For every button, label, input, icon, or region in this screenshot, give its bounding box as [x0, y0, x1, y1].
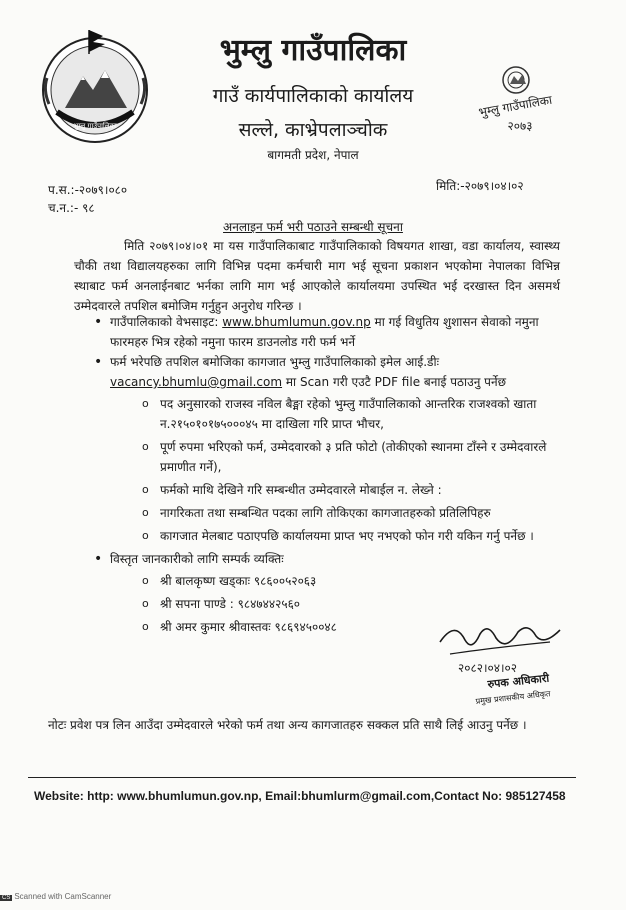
scanner-text: Scanned with CamScanner [14, 892, 112, 901]
letter-date: मिति:-२०७९।०४।०२ [436, 179, 524, 193]
emblem-text: भुम्लु गाउँपालिका [73, 122, 117, 130]
municipality-title: भुम्लु गाउँपालिका [219, 33, 407, 68]
office-address: सल्ले, काभ्रेपलाञ्चोक [238, 119, 388, 141]
camscanner-logo-icon: CS [2, 895, 11, 901]
office-name: गाउँ कार्यपालिकाको कार्यालय [212, 85, 414, 107]
contact-person: o श्री अमर कुमार श्रीवास्तवः ९८६९४५००४८ [142, 617, 564, 637]
document-list [142, 394, 564, 546]
signatory-designation: प्रमुख प्रशासकीय अधिकृत [475, 689, 551, 706]
note-text: नोटः प्रवेश पत्र लिन आउँदा उम्मेदवारले भरेको फर्म तथा अन्य कागजातहरु सक्कल प्रति साथै लिई आउनु पर्नेछ । [48, 718, 527, 732]
footer-divider [28, 777, 576, 778]
signature-date: २०८२।०४।०२ [458, 661, 518, 675]
contact-person: o श्री बालकृष्ण खड्काः ९८६००५२०६३ [142, 571, 564, 591]
list-item: o पूर्ण रुपमा भरिएको फर्म, उम्मेदवारको ३ प्रति फोटो (तोकीएको स्थानमा टाँस्ने र उम्मेदवारले प्रमाणीत गर्ने), [142, 437, 564, 477]
stamp-year: २०७३ [507, 119, 533, 133]
list-item [94, 352, 564, 546]
list-item [94, 312, 564, 352]
letter-number: प.स.:-२०७९।०८० [48, 183, 128, 197]
instruction-list [94, 312, 564, 640]
list-item: o फर्मको माथि देखिने गरि सम्बन्धीत उम्मेदवारले मोबाईल न. लेख्ने : [142, 480, 564, 500]
signature-block [410, 612, 580, 712]
bullet-text: मा गई विधुतिय शुशासन सेवाको नमुना फारमहरु भित्र रहेको नमुना फारम डाउनलोड गरी फर्म भर्ने [110, 315, 539, 349]
contact-person: o श्री सपना पाण्डे : ९८४७४४२५६० [142, 594, 564, 614]
list-item: o कागजात मेलबाट पठाएपछि कार्यालयमा प्राप्त भए नभएको फोन गरी यकिन गर्नु पर्नेछ । [142, 526, 564, 546]
notice-subject: अनलाइन फर्म भरी पठाउने सम्बन्धी सूचना [223, 220, 403, 234]
footer-contact: Website: http: www.bhumlumun.gov.np, Email:bhumlurm@gmail.com,Contact No: 985127458 [34, 789, 566, 803]
website-link[interactable]: www.bhumlumun.gov.np [222, 315, 371, 329]
notice-paragraph [74, 236, 560, 316]
bullet-text: फर्म भरेपछि तपशिल बमोजिका कागजात भुम्लु गाउँपालिकाको इमेल आई.डीः [110, 355, 440, 369]
province-country: बागमती प्रदेश, नेपाल [267, 148, 359, 162]
paragraph-text: मिति २०७९।०४।०१ मा यस गाउँपालिकाबाट गाउँपालिकाको विषयगत शाखा, वडा कार्यालय, स्वास्थ्य चौकी तथा विद्यालयहरुका लागि विभिन्न पदमा कर्मचारी माग भई सूचना प्रकाशन भएकोमा नेपालका विभिन्न स्थाबाट फर्म अनलाईनबाट भर्नका लागि माग भई आएकोले कार्यालयमा उपस्थित भई दरखास्त दिन असमर्थ उम्मेदवारले तपशिल बमोजिम गर्नुहुन अनुरोध गरिन्छ । [74, 239, 560, 313]
bullet-text: गाउँपालिकाको वेभसाइट: [110, 315, 223, 329]
scanner-watermark [0, 892, 111, 901]
stamp-text: भुम्लु गाउँपालिका [477, 92, 554, 120]
office-stamp-icon [476, 58, 556, 138]
email-link[interactable]: vacancy.bhumlu@gmail.com [110, 375, 283, 389]
signatory-name: रुपक अधिकारी [486, 671, 550, 691]
list-item: o पद अनुसारको राजस्व नविल बैङ्मा रहेको भुम्लु गाउँपालिकाको आन्तरिक राजश्वको खाता न.२१५०१०१७५०००४५ मा दाखिला गरि प्राप्त भौचर, [142, 394, 564, 434]
bullet-text: मा Scan गरी एउटै PDF file बनाई पठाउनु पर्नेछ [282, 375, 507, 389]
bullet-text: विस्तृत जानकारीको लागि सम्पर्क व्यक्तिः [110, 552, 284, 566]
list-item: o नागरिकता तथा सम्बन्धित पदका लागि तोकिएका कागजातहरुको प्रतिलिपिहरु [142, 503, 564, 523]
dispatch-number: च.न.:- ९८ [48, 201, 95, 215]
